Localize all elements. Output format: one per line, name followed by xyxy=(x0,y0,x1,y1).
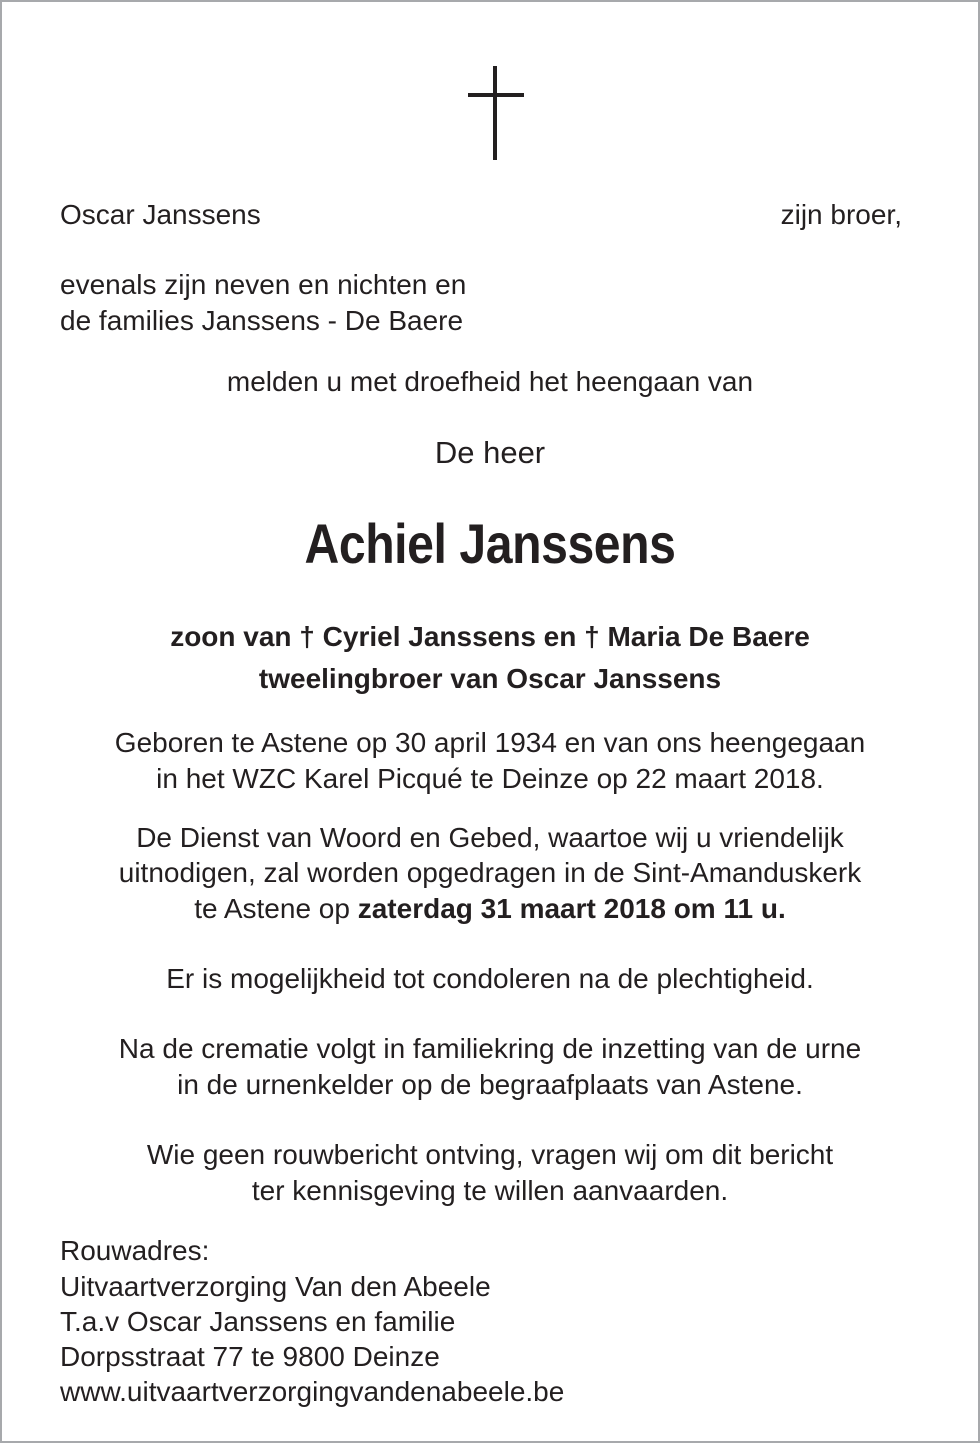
address-line-1: Uitvaartverzorging Van den Abeele xyxy=(60,1271,491,1302)
service-date-prefix: te Astene op xyxy=(194,893,358,924)
cremation-line-1: Na de crematie volgt in familiekring de inzetting van de urne xyxy=(118,1033,862,1064)
family-line-2: de families Janssens - De Baere xyxy=(60,305,464,336)
deceased-name: Achiel Janssens xyxy=(304,512,676,575)
service-date: zaterdag 31 maart 2018 om 11 u. xyxy=(357,893,786,924)
service-line-3 xyxy=(2,891,978,926)
brother-name: Oscar Janssens xyxy=(60,199,261,230)
title: De heer xyxy=(434,435,546,470)
service-line-2: uitnodigen, zal worden opgedragen in de Sint-Amanduskerk xyxy=(118,857,862,888)
address-label: Rouwadres: xyxy=(60,1235,210,1266)
condolences: Er is mogelijkheid tot condoleren na de plechtigheid. xyxy=(166,963,814,994)
birth-death-line-2: in het WZC Karel Picqué te Deinze op 22 maart 2018. xyxy=(156,763,824,794)
birth-death-line-1: Geboren te Astene op 30 april 1934 en van ons heengegaan xyxy=(114,727,866,758)
parents-line-1: zoon van † Cyriel Janssens en † Maria De Baere xyxy=(170,621,810,652)
service-line-1: De Dienst van Woord en Gebed, waartoe wij u vriendelijk xyxy=(136,822,844,853)
brother-role: zijn broer, xyxy=(780,199,902,230)
notice-line-2: ter kennisgeving te willen aanvaarden. xyxy=(251,1175,729,1206)
family-line-1: evenals zijn neven en nichten en xyxy=(60,269,467,300)
announcement: melden u met droefheid het heengaan van xyxy=(226,366,754,397)
parents-line-2: tweelingbroer van Oscar Janssens xyxy=(258,663,722,694)
website-link[interactable]: www.uitvaartverzorgingvandenabeele.be xyxy=(60,1376,565,1407)
address-line-2: T.a.v Oscar Janssens en familie xyxy=(60,1306,456,1337)
cross-icon xyxy=(468,66,524,160)
address-line-3: Dorpsstraat 77 te 9800 Deinze xyxy=(60,1341,440,1372)
notice-line-1: Wie geen rouwbericht ontving, vragen wij om dit bericht xyxy=(146,1139,834,1170)
cremation-line-2: in de urnenkelder op de begraafplaats van Astene. xyxy=(177,1069,803,1100)
